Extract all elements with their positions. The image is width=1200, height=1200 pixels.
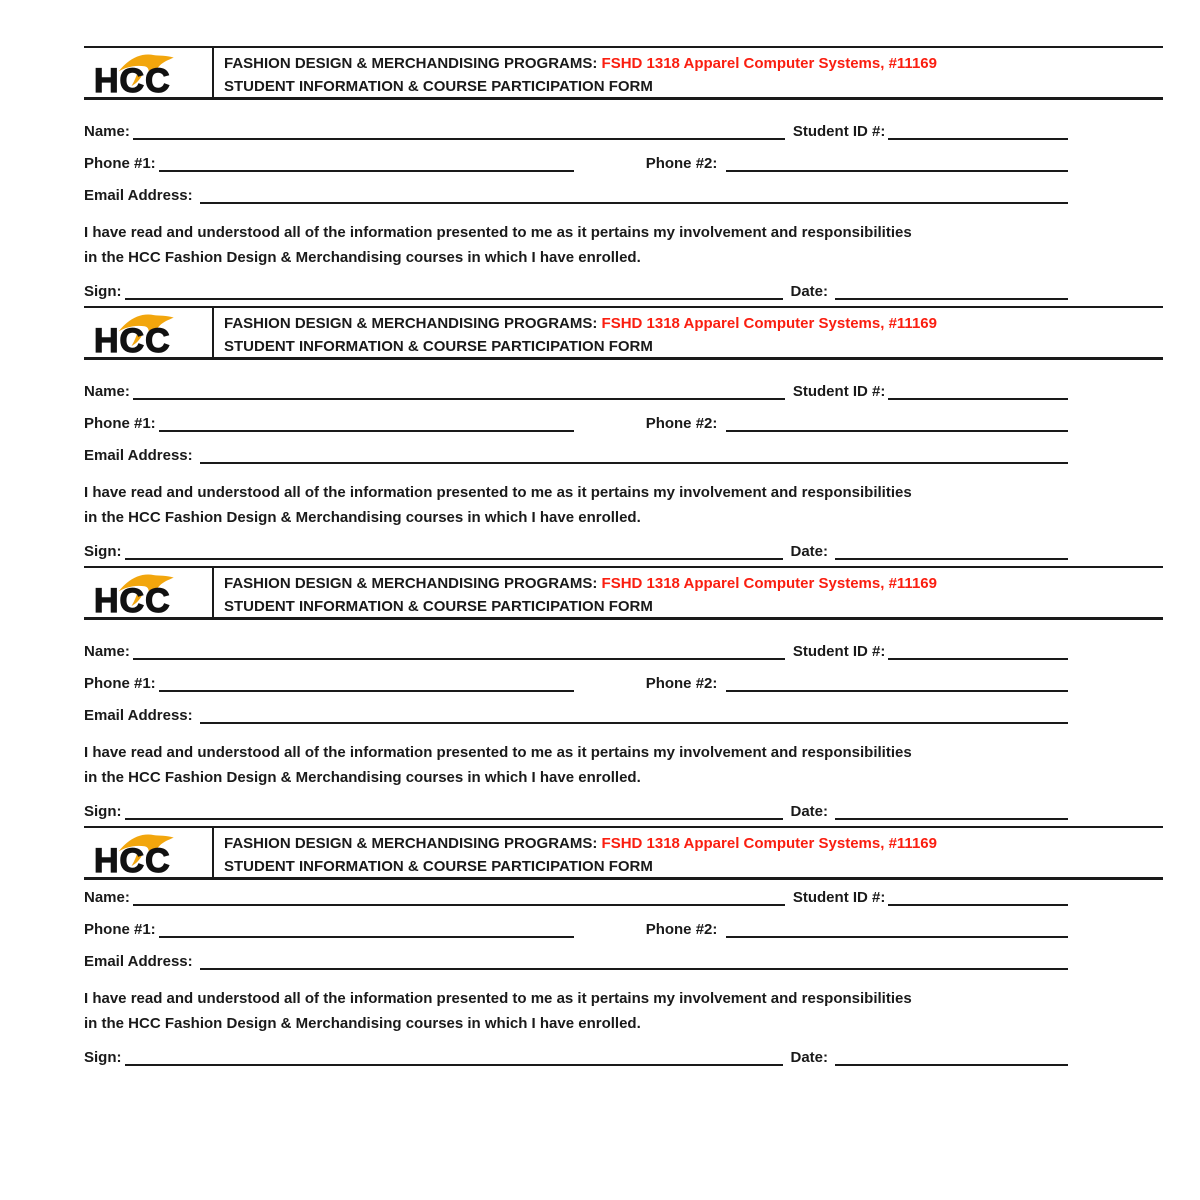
signature-write-line <box>125 538 783 560</box>
email-row <box>84 442 1068 464</box>
hcc-logo-text: HCC <box>94 62 171 100</box>
phone1-write-line <box>159 410 574 432</box>
agreement-line-1: I have read and understood all of the information presented to me as it pertains my involvement and responsibilities <box>84 224 912 241</box>
form-subtitle-text: STUDENT INFORMATION & COURSE PARTICIPATION FORM <box>224 858 653 875</box>
phone1-label: Phone #1: <box>84 921 156 938</box>
agreement-paragraph <box>84 740 1124 790</box>
date-label: Date: <box>790 1049 829 1066</box>
signature-row <box>84 538 1068 560</box>
student-id-label: Student ID #: <box>792 643 886 660</box>
phone-row <box>84 670 1068 692</box>
form-header <box>84 566 1163 620</box>
hcc-logo <box>84 48 214 100</box>
hcc-logo-text: HCC <box>94 582 171 620</box>
date-write-line <box>835 538 1068 560</box>
agreement-line-2: in the HCC Fashion Design & Merchandising courses in which I have enrolled. <box>84 1015 641 1032</box>
course-code-text: FSHD 1318 Apparel Computer Systems, #11169 <box>601 835 937 852</box>
program-title-text: FASHION DESIGN & MERCHANDISING PROGRAMS: <box>224 315 602 332</box>
agreement-line-2: in the HCC Fashion Design & Merchandising courses in which I have enrolled. <box>84 509 641 526</box>
course-code-text: FSHD 1318 Apparel Computer Systems, #11169 <box>601 55 937 72</box>
phone2-label: Phone #2: <box>645 155 718 172</box>
form-title-line <box>224 312 937 335</box>
sign-label: Sign: <box>84 543 122 560</box>
phone2-write-line <box>726 410 1068 432</box>
phone2-write-line <box>726 916 1068 938</box>
name-row <box>84 638 1068 660</box>
form-header <box>84 826 1163 880</box>
signature-write-line <box>125 798 783 820</box>
hcc-logo <box>84 828 214 880</box>
sign-label: Sign: <box>84 1049 122 1066</box>
date-write-line <box>835 278 1068 300</box>
form-title-line <box>224 832 937 855</box>
signature-write-line <box>125 1044 783 1066</box>
student-id-label: Student ID #: <box>792 889 886 906</box>
form-header-titles <box>214 48 937 97</box>
course-code-text: FSHD 1318 Apparel Computer Systems, #11169 <box>601 315 937 332</box>
email-label: Email Address: <box>84 707 193 724</box>
form-header-titles <box>214 568 937 617</box>
date-write-line <box>835 798 1068 820</box>
phone1-write-line <box>159 670 574 692</box>
student-id-write-line <box>888 884 1068 906</box>
student-id-write-line <box>888 378 1068 400</box>
phone-row <box>84 150 1068 172</box>
date-write-line <box>835 1044 1068 1066</box>
form-header <box>84 306 1163 360</box>
name-write-line <box>133 118 785 140</box>
hcc-logo-text: HCC <box>94 842 171 880</box>
agreement-paragraph <box>84 220 1124 270</box>
sign-label: Sign: <box>84 283 122 300</box>
phone2-label: Phone #2: <box>645 921 718 938</box>
agreement-paragraph <box>84 480 1124 530</box>
form-title-line <box>224 52 937 75</box>
phone2-write-line <box>726 150 1068 172</box>
student-id-label: Student ID #: <box>792 383 886 400</box>
email-row <box>84 702 1068 724</box>
program-title-text: FASHION DESIGN & MERCHANDISING PROGRAMS: <box>224 575 602 592</box>
course-code-text: FSHD 1318 Apparel Computer Systems, #11169 <box>601 575 937 592</box>
agreement-line-1: I have read and understood all of the information presented to me as it pertains my involvement and responsibilities <box>84 484 912 501</box>
form-header-titles <box>214 828 937 877</box>
phone1-write-line <box>159 916 574 938</box>
phone1-write-line <box>159 150 574 172</box>
signature-row <box>84 1044 1068 1066</box>
name-label: Name: <box>84 889 130 906</box>
phone1-label: Phone #1: <box>84 415 156 432</box>
date-label: Date: <box>790 283 829 300</box>
student-id-write-line <box>888 118 1068 140</box>
program-title-text: FASHION DESIGN & MERCHANDISING PROGRAMS: <box>224 55 602 72</box>
form-header-titles <box>214 308 937 357</box>
phone2-label: Phone #2: <box>645 415 718 432</box>
hcc-logo <box>84 308 214 360</box>
email-row <box>84 948 1068 970</box>
name-label: Name: <box>84 123 130 140</box>
name-row <box>84 378 1068 400</box>
name-row <box>84 118 1068 140</box>
signature-row <box>84 278 1068 300</box>
email-row <box>84 182 1068 204</box>
agreement-line-1: I have read and understood all of the information presented to me as it pertains my involvement and responsibilities <box>84 744 912 761</box>
hcc-logo-text: HCC <box>94 322 171 360</box>
signature-row <box>84 798 1068 820</box>
student-form-block <box>84 566 1164 826</box>
hcc-logo <box>84 568 214 620</box>
name-label: Name: <box>84 643 130 660</box>
phone-row <box>84 916 1068 938</box>
student-form-block <box>84 306 1164 566</box>
student-form-block <box>84 826 1164 1086</box>
email-label: Email Address: <box>84 447 193 464</box>
email-write-line <box>200 948 1068 970</box>
sign-label: Sign: <box>84 803 122 820</box>
program-title-text: FASHION DESIGN & MERCHANDISING PROGRAMS: <box>224 835 602 852</box>
name-row <box>84 884 1068 906</box>
email-write-line <box>200 182 1068 204</box>
student-form-block <box>84 46 1164 306</box>
form-subtitle-text: STUDENT INFORMATION & COURSE PARTICIPATION FORM <box>224 598 653 615</box>
agreement-line-2: in the HCC Fashion Design & Merchandising courses in which I have enrolled. <box>84 249 641 266</box>
phone1-label: Phone #1: <box>84 675 156 692</box>
agreement-line-1: I have read and understood all of the information presented to me as it pertains my involvement and responsibilities <box>84 990 912 1007</box>
agreement-paragraph <box>84 986 1124 1036</box>
form-blocks-container <box>84 46 1164 1086</box>
date-label: Date: <box>790 543 829 560</box>
phone1-label: Phone #1: <box>84 155 156 172</box>
email-label: Email Address: <box>84 953 193 970</box>
phone2-label: Phone #2: <box>645 675 718 692</box>
name-write-line <box>133 378 785 400</box>
phone-row <box>84 410 1068 432</box>
phone2-write-line <box>726 670 1068 692</box>
form-subtitle-text: STUDENT INFORMATION & COURSE PARTICIPATION FORM <box>224 338 653 355</box>
form-title-line <box>224 572 937 595</box>
form-header <box>84 46 1163 100</box>
signature-write-line <box>125 278 783 300</box>
email-write-line <box>200 702 1068 724</box>
name-write-line <box>133 638 785 660</box>
agreement-line-2: in the HCC Fashion Design & Merchandising courses in which I have enrolled. <box>84 769 641 786</box>
student-id-label: Student ID #: <box>792 123 886 140</box>
date-label: Date: <box>790 803 829 820</box>
student-id-write-line <box>888 638 1068 660</box>
name-label: Name: <box>84 383 130 400</box>
email-label: Email Address: <box>84 187 193 204</box>
form-subtitle-text: STUDENT INFORMATION & COURSE PARTICIPATION FORM <box>224 78 653 95</box>
email-write-line <box>200 442 1068 464</box>
name-write-line <box>133 884 785 906</box>
